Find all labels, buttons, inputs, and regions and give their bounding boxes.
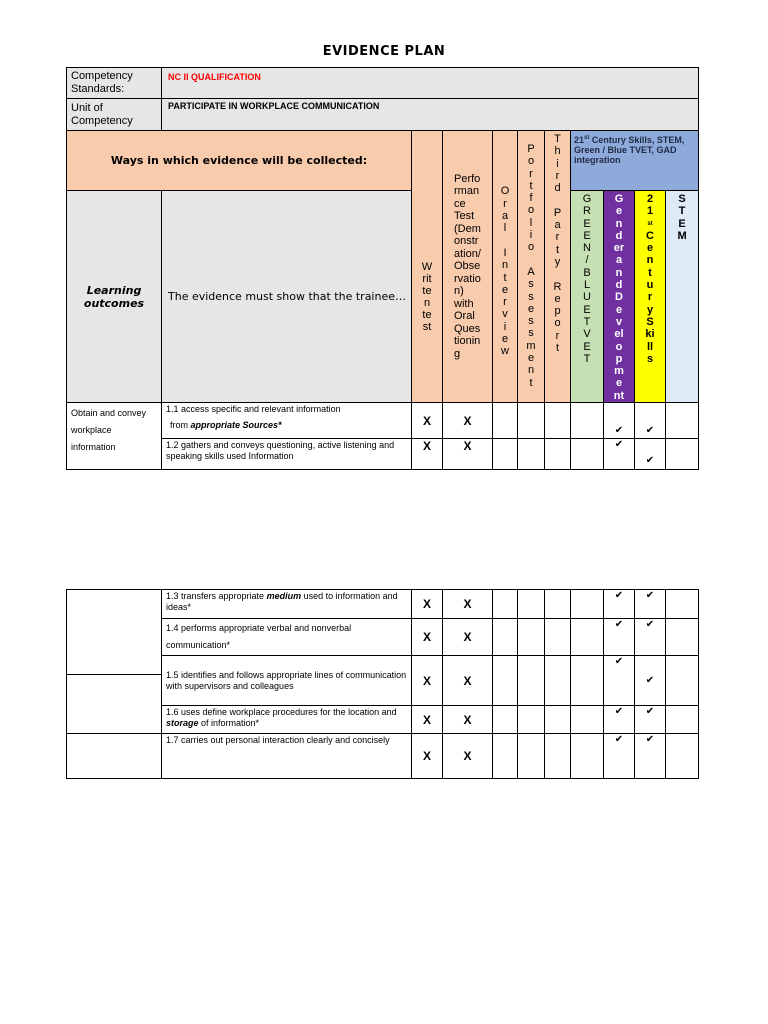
mark-performance: X [443, 439, 493, 470]
mark-written: X [412, 590, 443, 619]
method-third-party-report: T h i r d P a r t y R e p o r t [545, 131, 571, 403]
mark-performance: X [443, 734, 493, 779]
criterion-1-2: 1.2 gathers and conveys questioning, active listening and speaking skills used Information [162, 439, 412, 470]
criterion-1-4: 1.4 performs appropriate verbal and nonverbal communication* [162, 619, 412, 656]
check-21st: ✔ [635, 590, 666, 619]
mark-written: X [412, 619, 443, 656]
integration-green-blue-tvet: G R E E N / B L U E T V E T [571, 191, 604, 403]
integration-header: 21st Century Skills, STEM, Green / Blue TVET, GAD integration [571, 131, 699, 191]
criterion-1-3: 1.3 transfers appropriate medium used to information and ideas* [162, 590, 412, 619]
unit-value: PARTICIPATE IN WORKPLACE COMMUNICATION [162, 99, 699, 131]
check-gad: ✔ [604, 439, 635, 470]
unit-label: Unit of Competency [67, 99, 162, 131]
evidence-must-show-header: The evidence must show that the trainee… [162, 191, 412, 403]
mark-performance: X [443, 656, 493, 706]
integration-gender-development: G e n d er a n d D e v el o p m e nt [604, 191, 635, 403]
check-21st: ✔ [635, 734, 666, 779]
mark-written: X [412, 706, 443, 734]
integration-stem: S T E M [666, 191, 699, 403]
check-21st: ✔ [635, 403, 666, 439]
integration-21st-century: 2 1 st C e n t u r y S ki ll s [635, 191, 666, 403]
ways-header: Ways in which evidence will be collected: [67, 131, 412, 191]
competency-label: Competency Standards: [67, 68, 162, 99]
learning-outcomes-header: Learning outcomes [67, 191, 162, 403]
mark-performance: X [443, 590, 493, 619]
mark-performance: X [443, 706, 493, 734]
check-gad: ✔ [604, 734, 635, 779]
criterion-1-5: 1.5 identifies and follows appropriate lines of communication with supervisors and colleagues [162, 656, 412, 706]
evidence-plan-table-continued [66, 589, 699, 779]
mark-written: X [412, 403, 443, 439]
check-gad: ✔ [604, 619, 635, 656]
mark-written: X [412, 656, 443, 706]
method-written-test: W rit te n te st [412, 131, 443, 403]
criterion-1-7: 1.7 carries out personal interaction clearly and concisely [162, 734, 412, 779]
method-performance-test: Perfo rman ce Test (Dem onstr ation/ Obse rvatio n) with Oral Ques tionin g [443, 131, 493, 403]
mark-performance: X [443, 403, 493, 439]
check-21st: ✔ [635, 656, 666, 706]
evidence-plan-table [66, 67, 699, 470]
check-gad: ✔ [604, 656, 635, 706]
method-oral-interview: O r a l I n t e r v i e w [493, 131, 518, 403]
document-title: EVIDENCE PLAN [322, 44, 446, 59]
learning-outcome-1: Obtain and convey workplace information [67, 403, 162, 470]
competency-value: NC II QUALIFICATION [162, 68, 699, 99]
check-gad: ✔ [604, 590, 635, 619]
check-gad: ✔ [604, 706, 635, 734]
check-21st: ✔ [635, 706, 666, 734]
check-gad: ✔ [604, 403, 635, 439]
check-21st: ✔ [635, 439, 666, 470]
method-portfolio-assessment: P o r t f o l i o A s s e s s m e n t [518, 131, 545, 403]
mark-written: X [412, 439, 443, 470]
check-21st: ✔ [635, 619, 666, 656]
mark-performance: X [443, 619, 493, 656]
mark-written: X [412, 734, 443, 779]
criterion-1-1: 1.1 access specific and relevant information from appropriate Sources* [162, 403, 412, 439]
criterion-1-6: 1.6 uses define workplace procedures for the location and storage of information* [162, 706, 412, 734]
